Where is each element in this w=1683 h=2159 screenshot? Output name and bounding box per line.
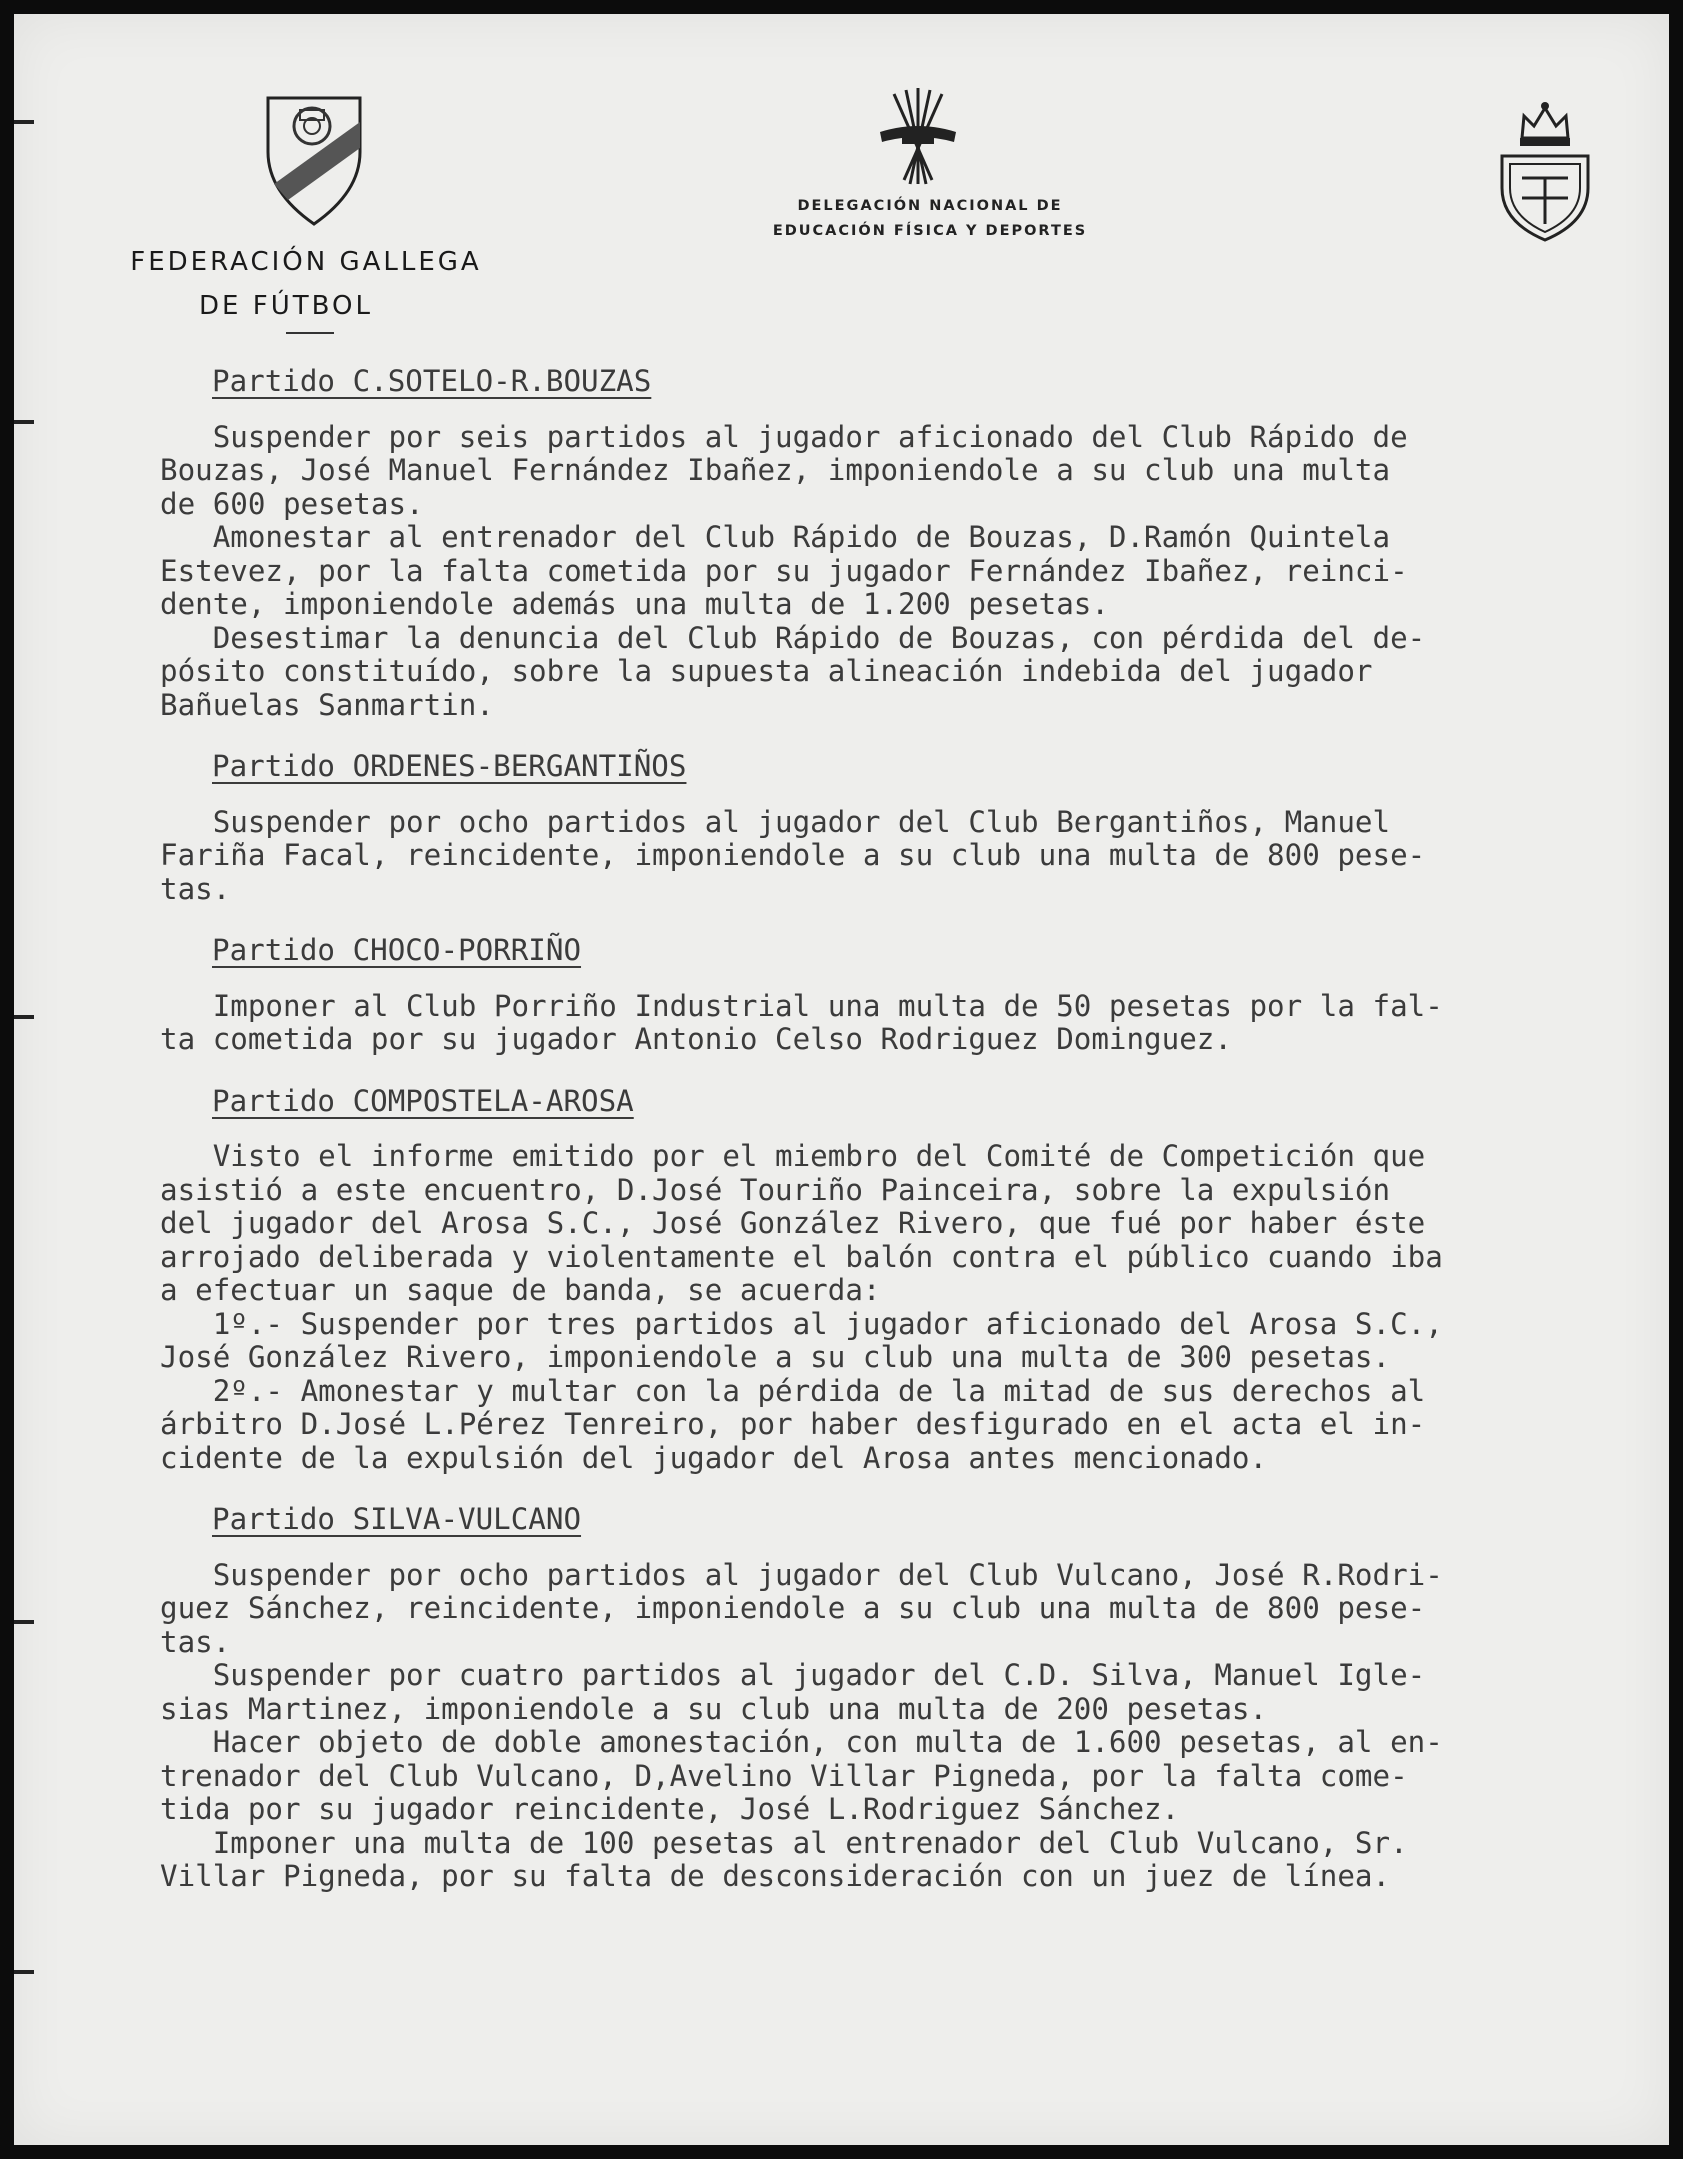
federation-name-line1: FEDERACIÓN GALLEGA [130, 247, 482, 277]
binder-edge-mark [14, 1015, 34, 1019]
section-silva-vulcano [160, 1503, 1640, 1894]
binder-edge-mark [14, 1970, 34, 1974]
paragraph: Suspender por cuatro partidos al jugador del C.D. Silva, Manuel Igle- sias Martinez, imponiendole a su club una multa de 200 pesetas. [160, 1658, 1426, 1726]
binder-edge-mark [14, 120, 34, 124]
section-compostela-arosa [160, 1085, 1640, 1476]
paragraph: Imponer al Club Porriño Industrial una multa de 50 pesetas por la fal- ta cometida por su jugador Antonio Celso Rodriguez Dominguez. [160, 988, 1443, 1056]
paragraph: Desestimar la denuncia del Club Rápido de Bouzas, con pérdida del de- pósito constituído, sobre la supuesta alineación indebida del jugador Bañuelas Sanmartin. [160, 620, 1426, 722]
binder-edge-mark [14, 1620, 34, 1624]
section-choco-porrino [160, 934, 1640, 1057]
delegation-name-line2: EDUCACIÓN FÍSICA Y DEPORTES [772, 223, 1088, 239]
paragraph: 2º.- Amonestar y multar con la pérdida de la mitad de sus derechos al árbitro D.José L.Pérez Tenreiro, por haber desfigurado en el acta el in- cidente de la expulsión del jugador del Arosa antes mencionado. [160, 1373, 1426, 1475]
section-heading: Partido ORDENES-BERGANTIÑOS [212, 749, 687, 783]
federation-name [116, 240, 516, 328]
section-heading: Partido SILVA-VULCANO [212, 1502, 582, 1536]
crowned-federation-emblem-icon [1492, 98, 1598, 244]
section-heading: Partido COMPOSTELA-AROSA [212, 1083, 634, 1118]
section-heading: Partido C.SOTELO-R.BOUZAS [212, 364, 652, 398]
document-body [160, 365, 1640, 1894]
paragraph: Suspender por ocho partidos al jugador del Club Bergantiños, Manuel Fariña Facal, reincidente, imponiendole a su club una multa de 800 pese- tas. [160, 804, 1426, 906]
paragraph: 1º.- Suspender por tres partidos al jugador aficionado del Arosa S.C., José González Rivero, imponiendole a su club una multa de 300 pesetas. [160, 1306, 1443, 1374]
binder-edge-mark [14, 420, 34, 424]
paragraph: Suspender por ocho partidos al jugador del Club Vulcano, José R.Rodri- guez Sánchez, reincidente, imponiendole a su club una multa de 800 pese- tas. [160, 1557, 1443, 1659]
paragraph: Visto el informe emitido por el miembro del Comité de Competición que asistió a este encuentro, D.José Touriño Painceira, sobre la expulsión del jugador del Arosa S.C., José González Rivero, que fué por haber éste arrojado deliberada y violentamente el balón contra el público cuando iba a efectuar un saque de banda, se acuerda: [160, 1139, 1443, 1307]
section-heading: Partido CHOCO-PORRIÑO [212, 933, 582, 967]
section-ordenes-bergantinos [160, 750, 1640, 906]
section-sotelo-bouzas [160, 365, 1640, 722]
paragraph: Imponer una multa de 100 pesetas al entrenador del Club Vulcano, Sr. Villar Pigneda, por su falta de desconsideración con un juez de línea. [160, 1825, 1408, 1893]
federation-name-line2: DE FÚTBOL [199, 291, 373, 321]
delegation-name-line1: DELEGACIÓN NACIONAL DE [797, 198, 1063, 214]
paragraph: Amonestar al entrenador del Club Rápido de Bouzas, D.Ramón Quintela Estevez, por la falta cometida por su jugador Fernández Ibañez, reinci- dente, imponiendole además una multa de 1.200 pesetas. [160, 520, 1408, 621]
paragraph: Hacer objeto de doble amonestación, con multa de 1.600 pesetas, al en- trenador del Club Vulcano, D,Avelino Villar Pigneda, por la falta come- tida por su jugador reincidente, José L.Rodriguez Sánchez. [160, 1725, 1443, 1826]
divider [286, 332, 334, 334]
paragraph: Suspender por seis partidos al jugador aficionado del Club Rápido de Bouzas, José Manuel Fernández Ibañez, imponiendole a su club una multa de 600 pesetas. [160, 419, 1408, 521]
yoke-and-arrows-emblem-icon [876, 80, 960, 190]
delegation-name [720, 194, 1140, 244]
federation-shield-icon [264, 92, 364, 228]
